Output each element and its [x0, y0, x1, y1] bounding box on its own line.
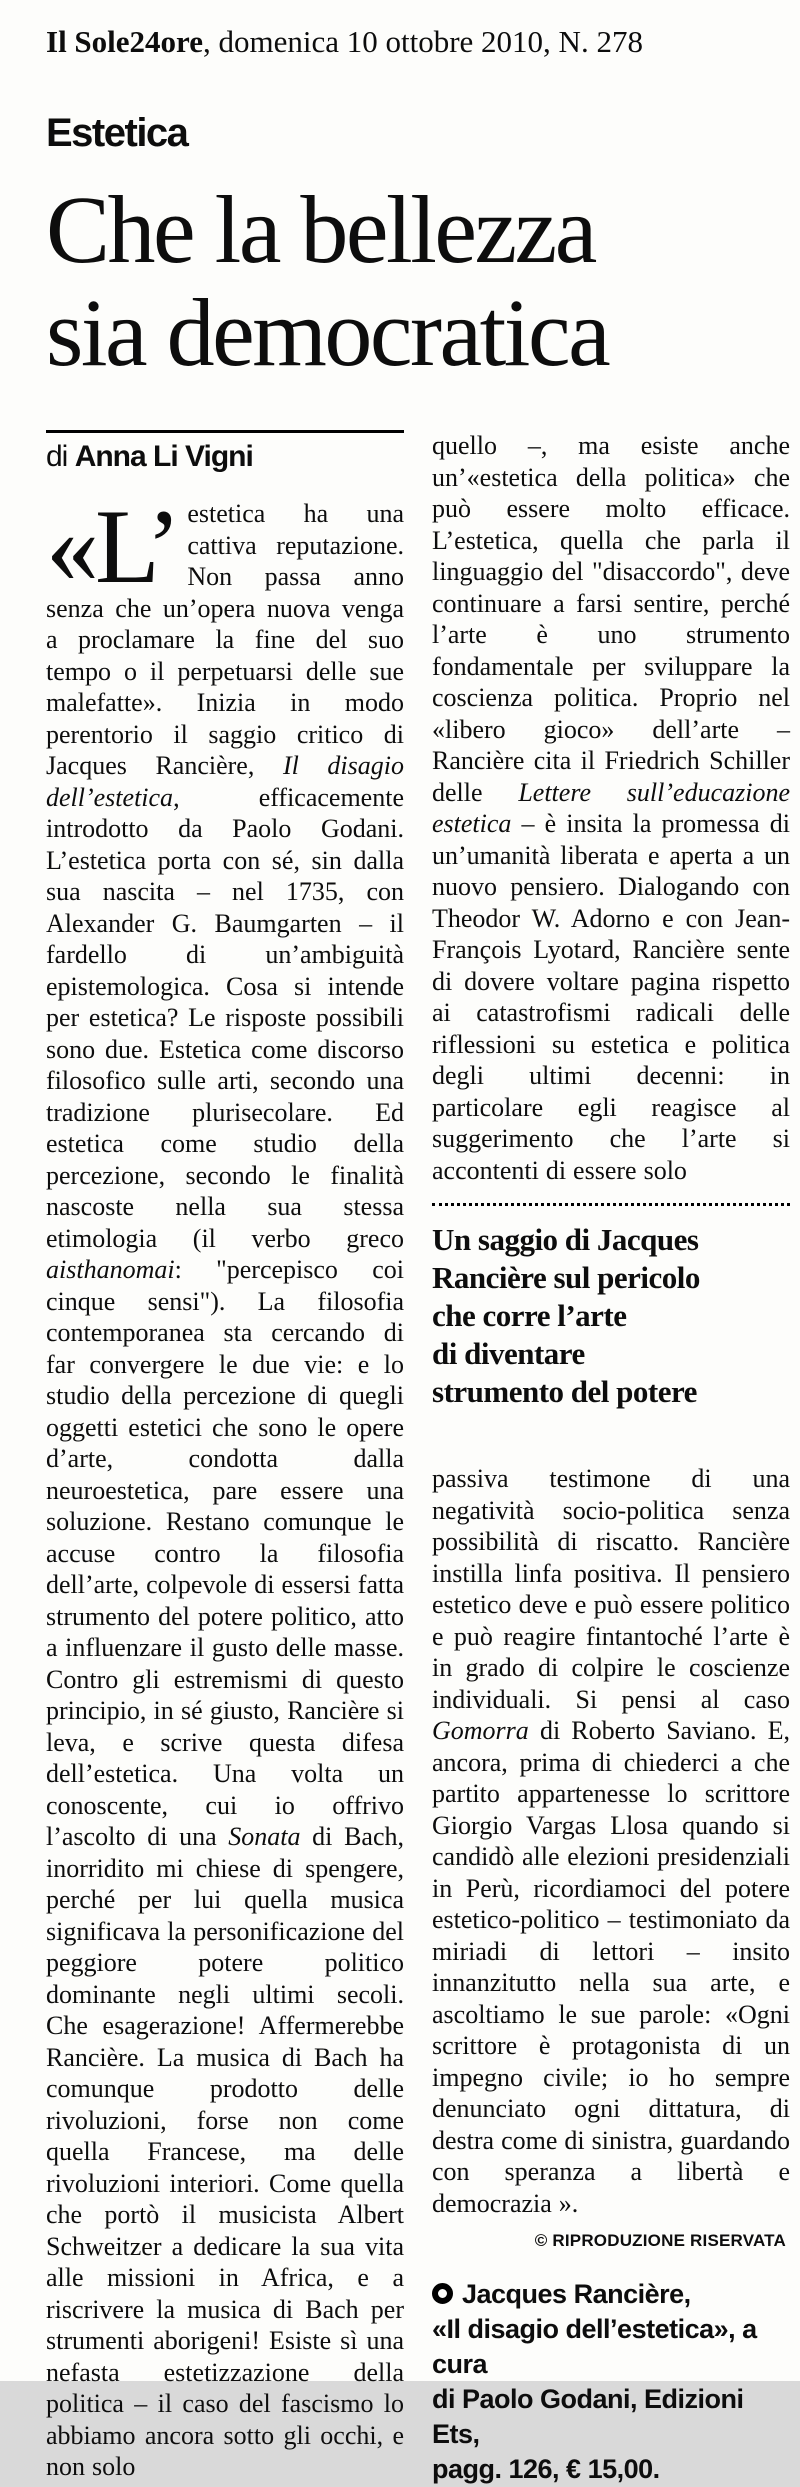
body-paragraph-1: [46, 488, 404, 2483]
article-column-right: [432, 430, 790, 2487]
pull-quote: [432, 1203, 790, 1411]
book-reference: [432, 2277, 790, 2487]
bullet-icon: [432, 2283, 453, 2304]
pull-quote-line-5: strumento del potere: [432, 1374, 697, 1409]
section-kicker: Estetica: [46, 111, 188, 155]
body-paragraph-3: [432, 1463, 790, 2219]
book-reference-author: Jacques Rancière,: [462, 2279, 691, 2309]
masthead-issue-info: , domenica 10 ottobre 2010, N. 278: [203, 24, 643, 59]
byline-author: Anna Li Vigni: [74, 440, 253, 473]
article-columns: [46, 430, 790, 2487]
masthead-line: [46, 24, 790, 60]
book-reference-line-2: «Il disagio dell’estetica», a cura: [432, 2314, 757, 2379]
pull-quote-line-4: di diventare: [432, 1336, 585, 1371]
body-paragraph-2: [432, 430, 790, 1186]
book-reference-line-4: pagg. 126, € 15,00.: [432, 2454, 660, 2484]
article-headline: [46, 178, 790, 384]
body-text-col1: estetica ha una cattiva reputazione. Non passa anno senza che un’opera nuova venga a proclamare la fine del suo tempo o il perpetuarsi delle sue malefatte». Inizia in modo perentorio il saggio critico di Jacques Rancière, Il disagio dell’estetica, efficacemente introdotto da Paolo Godani. L’estetica porta con sé, sin dalla sua nascita – nel 1735, con Alexander G. Baumgarten – il fardello di un’ambiguità epistemologica. Cosa si intende per estetica? Le risposte possibili sono due. Estetica come discorso filosofico sulle arti, secondo una tradizione plurisecolare. Ed estetica come studio della percezione, secondo le finalità nascoste nella sua stessa etimologia (il verbo greco aisthanomai: "percepisco coi cinque sensi"). La filosofia contemporanea sta cercando di far convergere le due vie: e lo studio della percezione di quegli oggetti estetici che sono le opere d’arte, condotta dalla neuroestetica, pare essere una soluzione. Restano comunque le accuse contro la filosofia dell’arte, colpevole di essersi fatta strumento del potere politico, atto a influenzare il gusto delle masse. Contro gli estremismi di questo principio, in sé giusto, Rancière si leva, e scrive questa difesa dell’estetica. Una volta un conoscente, cui io offrivo l’ascolto di una Sonata di Bach, inorridito mi chiese di spengere, perché per lui quella musica significava la personificazione del peggiore potere politico dominante negli ultimi secoli. Che esagerazione! Affermerebbe Rancière. La musica di Bach ha comunque prodotto delle rivoluzioni, forse non come quella Francese, ma delle rivoluzioni interiori. Come quella che portò il musicista Albert Schweitzer a dedicare la sua vita alle missioni in Africa, e a riscrivere la musica di Bach per strumenti aborigeni! Esiste sì una nefasta estetizzazione della politica – il caso del fascismo lo abbiamo ancora sotto gli occhi, e non solo: [46, 499, 404, 2481]
pull-quote-line-3: che corre l’arte: [432, 1298, 627, 1333]
pull-quote-line-1: Un saggio di Jacques: [432, 1222, 699, 1257]
headline-line-2: sia democratica: [46, 279, 609, 386]
drop-cap: «L’: [46, 488, 178, 605]
byline: [46, 440, 404, 474]
body-text-col2b: passiva testimone di una negatività socio-politica senza possibilità di riscatto. Rancière instilla linfa positiva. Il pensiero estetico deve e può essere politico e può reagire fintantoché l’arte è in grado di colpire le coscienze individuali. Si pensi al caso Gomorra di Roberto Saviano. E, ancora, prima di chiederci a che partito appartenesse lo scrittore Giorgio Vargas Llosa quando si candidò alle elezioni presidenziali in Perù, ricordiamoci del potere estetico-politico – testimoniato da miriadi di lettori – insito innanzitutto nella sua arte, e ascoltiamo le sue parole: «Ogni scrittore è protagonista di un impegno civile; io ho sempre denunciato ogni dittatura, di destra come di sinistra, guardando con speranza a libertà e democrazia ».: [432, 1464, 790, 2218]
byline-prefix: di: [46, 440, 75, 473]
article-column-left: [46, 430, 404, 2483]
headline-line-1: Che la bellezza: [46, 176, 595, 283]
masthead-brand: Il Sole24ore: [46, 24, 203, 59]
byline-rule: [46, 430, 404, 433]
pull-quote-line-2: Rancière sul pericolo: [432, 1260, 700, 1295]
book-reference-line-1: [432, 2277, 790, 2312]
copyright-notice: © RIPRODUZIONE RISERVATA: [534, 2231, 786, 2250]
body-text-col2a: quello –, ma esiste anche un’«estetica della politica» che può essere molto efficace. L’estetica, quella che parla il linguaggio del "disaccordo", deve continuare a farsi sentire, perché l’arte è uno strumento fondamentale per sviluppare la coscienza politica. Proprio nel «libero gioco» dell’arte – Rancière cita il Friedrich Schiller delle Lettere sull’educazione estetica – è insita la promessa di un’umanità liberata e aperta a un nuovo pensiero. Dialogando con Theodor W. Adorno e con Jean-François Lyotard, Rancière sente di dovere voltare pagina rispetto ai catastrofismi radicali delle riflessioni su estetica e politica degli ultimi decenni: in particolare egli reagisce al suggerimento che l’arte si accontenti di essere solo: [432, 431, 790, 1185]
book-reference-line-3: di Paolo Godani, Edizioni Ets,: [432, 2384, 744, 2449]
